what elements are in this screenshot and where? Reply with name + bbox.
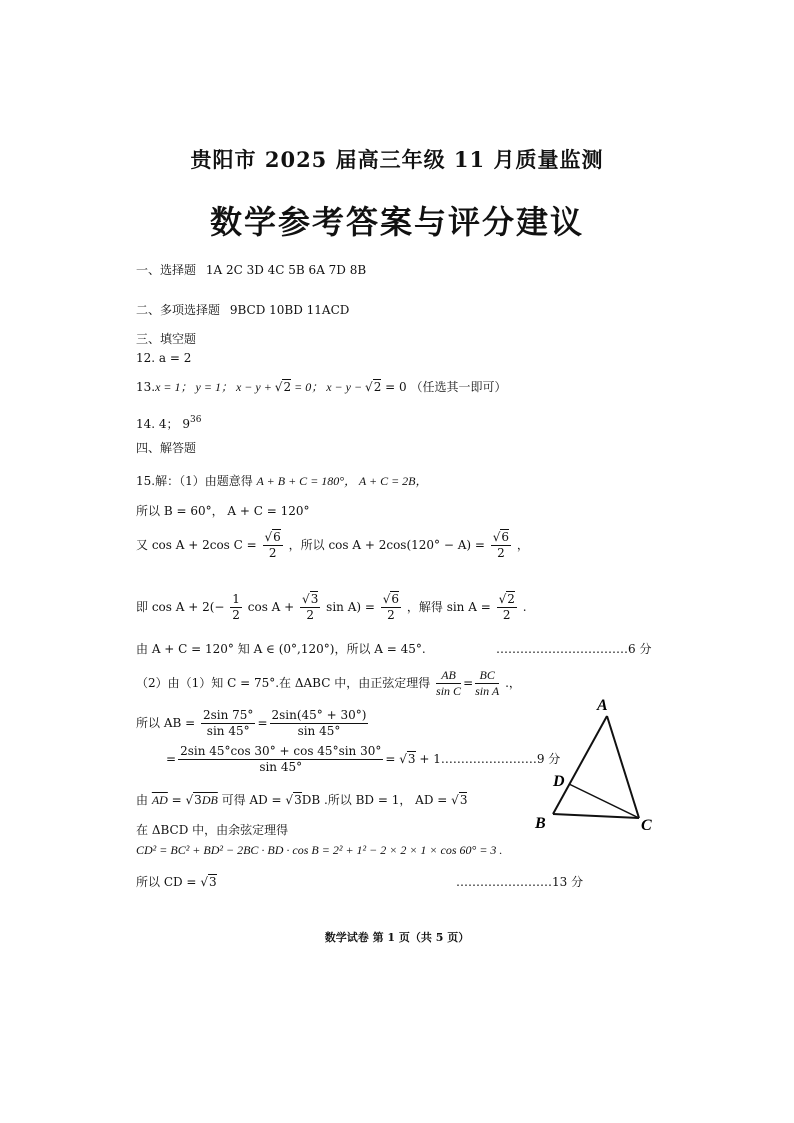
q15-line-7: 所以 AB = $\frac{2\sin 75^\circ}{\sin 45^\circ}$ = $\frac{2\sin(45^\circ + 30^\circ)}{\sin 45^\circ}$	[136, 708, 367, 738]
answer-14: 14. 4； $9^{36}$	[136, 415, 202, 431]
q15-line-10: 在 ΔBCD 中，由余弦定理得	[136, 823, 289, 837]
q15-line-11: CD² = BC² + BD² − 2BC · BD · cos B = 2² + 1² − 2 × 2 × 1 × cos 60° = 3 .	[136, 843, 503, 857]
section-fill-blank-label: 三、填空题	[136, 332, 197, 346]
q15-line-12: 所以 CD = √3	[136, 875, 217, 889]
vertex-label-c: C	[641, 817, 652, 834]
page-footer: 数学试卷 第 1 页（共 5 页）	[324, 931, 470, 944]
document-subtitle: 数学参考答案与评分建议	[209, 203, 584, 241]
section-solutions-label: 四、解答题	[136, 441, 197, 455]
point-label-d: D	[553, 773, 565, 790]
side-ac	[607, 716, 639, 818]
section-label: 二、多项选择题	[136, 303, 221, 317]
q15-line-9: 由 $\overline{AD} = √3\overline{DB}$ 可得 AD = √3DB .所以 BD = 1， AD = √3	[136, 793, 468, 807]
segment-cd	[569, 784, 639, 818]
multi-select-answers: 9BCD 10BD 11ACD	[229, 303, 350, 317]
q15-line-2: 所以 B = 60°， A + C = 120°	[136, 504, 310, 518]
vertex-label-b: B	[535, 815, 546, 832]
section-multi-select	[136, 302, 349, 318]
q15-line-3: 又 cos A + 2cos C = $\frac{√6}{2}$ ，所以 cos A + 2cos(120° − A) = $\frac{√6}{2}$ ，	[136, 530, 529, 560]
score-6: ……………………………6 分	[496, 642, 652, 656]
q15-line-4: 即 cos A + 2(− $\frac{1}{2}$ cos A + $\frac{√3}{2}$ sin A) = $\frac{√6}{2}$ ，解得 sin A = $\frac{√2}{2}$ .	[136, 592, 527, 622]
q15-line-1: 15.解：（1）由题意得 A + B + C = 180°， A + C = 2B，	[136, 474, 428, 488]
choice-answers: 1A 2C 3D 4C 5B 6A 7D 8B	[205, 263, 367, 277]
triangle-figure	[525, 690, 665, 840]
vertex-label-a: A	[597, 697, 608, 714]
document-title: 贵阳市 2025 届高三年级 11 月质量监测	[190, 147, 604, 172]
section-label: 一、选择题	[136, 263, 197, 277]
q15-line-8: = $\frac{2\sin 45^\circ\cos 30^\circ + \cos 45^\circ\sin 30^\circ}{\sin 45^\circ}$ = √3 + 1……………………9 分	[166, 744, 561, 774]
score-13: ……………………13 分	[456, 875, 584, 889]
section-multiple-choice	[136, 262, 366, 278]
answer-13: 13.x = 1； y = 1； x − y + √2 = 0； x − y − √2 = 0 （任选其一即可）	[136, 380, 507, 394]
q15-line-5: 由 A + C = 120° 知 A ∈ (0°,120°)，所以 A = 45°.	[136, 642, 426, 656]
score-9: ……………………9 分	[440, 752, 561, 766]
side-bc	[553, 814, 639, 818]
answer-12: 12. a = 2	[136, 351, 192, 365]
q15-line-6: （2）由（1）知 C = 75°.在 ΔABC 中，由正弦定理得 $\frac{AB}{\text{sin C}}$ = $\frac{BC}{\text{sin A}}$ .，	[136, 668, 521, 698]
